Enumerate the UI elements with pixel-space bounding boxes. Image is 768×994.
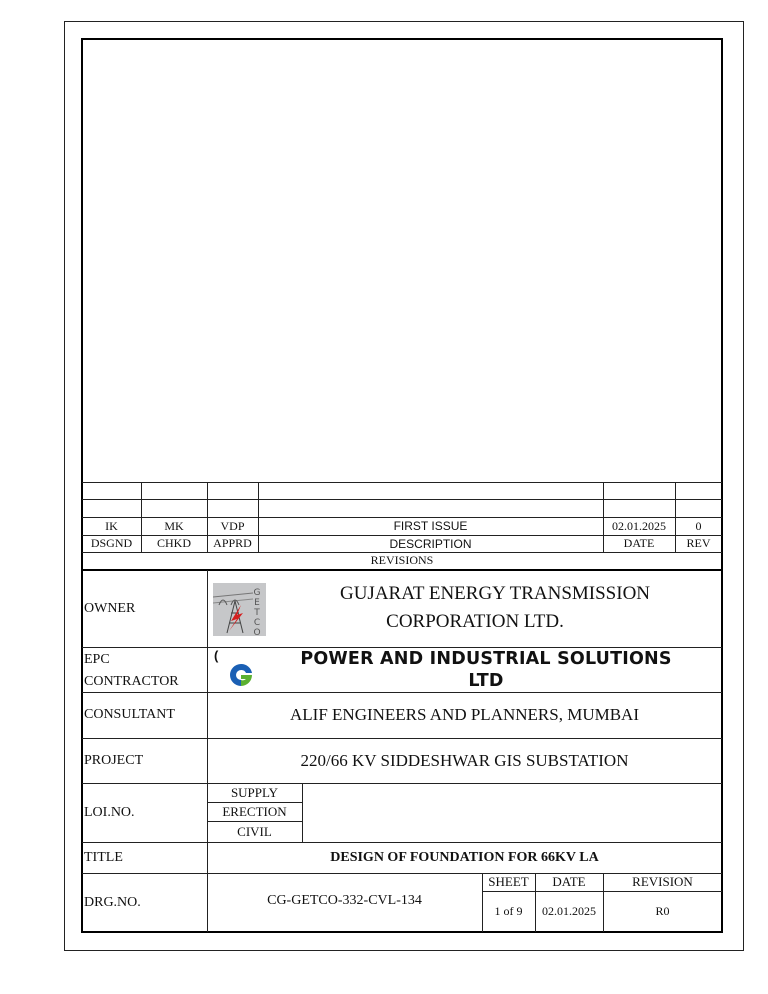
rev-date: 02.01.2025 xyxy=(612,518,666,533)
owner-name-line2: CORPORATION LTD. xyxy=(386,611,564,632)
epc-name-line1: POWER AND INDUSTRIAL SOLUTIONS xyxy=(300,649,672,669)
epc-label-line1: EPC xyxy=(84,652,110,667)
date-value: 02.01.2025 xyxy=(542,904,596,918)
rev-chkd: MK xyxy=(164,518,184,533)
header-rev: REV xyxy=(686,536,711,550)
svg-text:C: C xyxy=(253,618,261,628)
revision-value: R0 xyxy=(655,904,670,918)
header-chkd: CHKD xyxy=(156,536,191,550)
title-label: TITLE xyxy=(84,849,123,865)
drg-label: DRG.NO. xyxy=(84,894,141,910)
header-date: DATE xyxy=(623,536,655,550)
revision-header: REVISION xyxy=(632,874,693,889)
rev-dsgnd xyxy=(82,482,141,499)
consultant-label: CONSULTANT xyxy=(84,707,175,722)
header-dsgnd: DSGND xyxy=(90,536,133,550)
revisions-caption: REVISIONS xyxy=(370,553,434,567)
rev-dsgnd xyxy=(82,499,141,517)
rev-dsgnd: IK xyxy=(105,518,118,533)
svg-text:G: G xyxy=(253,588,261,598)
cg-logo-icon xyxy=(226,662,256,688)
epc-label xyxy=(84,649,207,693)
date-header: DATE xyxy=(552,874,586,889)
epc-contractor-name xyxy=(260,648,712,692)
header-description: DESCRIPTION xyxy=(389,536,472,551)
epc-label-line2: CONTRACTOR xyxy=(84,674,179,689)
sheet-header: SHEET xyxy=(488,874,529,889)
drawing-number: CG-GETCO-332-CVL-134 xyxy=(267,892,422,908)
getco-logo-icon xyxy=(213,583,266,636)
loi-supply: SUPPLY xyxy=(230,784,279,800)
header-apprd: APPRD xyxy=(213,536,252,550)
consultant-value: ALIF ENGINEERS AND PLANNERS, MUMBAI xyxy=(290,705,639,724)
loi-value xyxy=(302,783,722,842)
loi-civil: CIVIL xyxy=(237,823,272,839)
epc-name-line2: LTD xyxy=(468,671,504,691)
drawing-title: DESIGN OF FOUNDATION FOR 66KV LA xyxy=(330,849,599,865)
epc-prefix-mark: ( xyxy=(214,648,219,663)
owner-label: OWNER xyxy=(84,600,136,616)
owner-name-line1: GUJARAT ENERGY TRANSMISSION xyxy=(339,583,651,604)
svg-text:O: O xyxy=(253,628,261,636)
loi-label: LOI.NO. xyxy=(84,804,135,820)
loi-erection: ERECTION xyxy=(222,803,287,819)
rev-apprd: VDP xyxy=(220,518,245,533)
svg-text:T: T xyxy=(254,608,260,618)
project-label: PROJECT xyxy=(84,752,144,768)
rev-number: 0 xyxy=(695,518,702,533)
project-value: 220/66 KV SIDDESHWAR GIS SUBSTATION xyxy=(300,750,629,770)
rev-description: FIRST ISSUE xyxy=(393,519,468,533)
sheet-value: 1 of 9 xyxy=(494,904,523,918)
svg-text:E: E xyxy=(254,598,260,608)
